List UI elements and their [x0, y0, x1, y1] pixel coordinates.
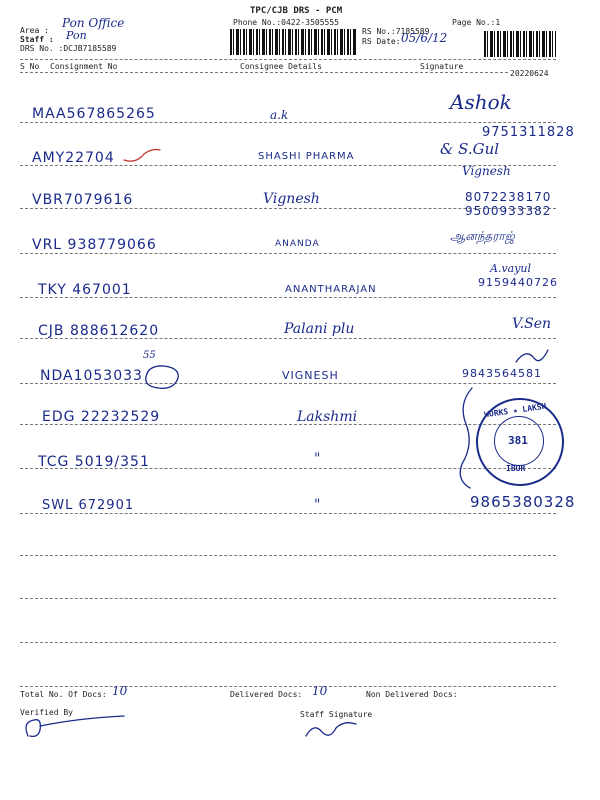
row-rule [20, 555, 556, 556]
barcode-main [230, 29, 356, 55]
consignee-name: SHASHI PHARMA [258, 151, 355, 162]
date-code: 20220624 [510, 69, 549, 78]
consignment-number: AMY22704 [32, 150, 115, 166]
signature-scribble [512, 344, 552, 368]
row-rule [20, 686, 556, 687]
consignee-name: a.k [270, 108, 289, 122]
consignment-number: MAA567865265 [32, 106, 156, 122]
signature: V.Sen [512, 316, 552, 332]
consignment-number: SWL 672901 [42, 498, 135, 513]
drs-number: DRS No. :DCJB7185589 [20, 44, 117, 53]
row-rule [20, 253, 556, 254]
row-rule [20, 642, 556, 643]
column-rule [20, 72, 508, 73]
row-rule [20, 122, 556, 123]
consignee-name: ANANTHARAJAN [285, 284, 377, 295]
rs-date-value: 05/6/12 [401, 31, 448, 45]
consignment-number: NDA1053033 [40, 368, 143, 384]
stamp-top-text: WORKS ★ LAKSH [483, 401, 547, 420]
staff-value: Pon [66, 29, 87, 42]
staff-signature-label: Staff Signature [300, 710, 373, 719]
area-label: Area : [20, 26, 49, 35]
receiver-phone: 8072238170 9500933382 [465, 190, 552, 218]
receiver-phone: 9865380328 [470, 493, 576, 511]
check-mark-icon [122, 146, 162, 166]
consignee-name: Lakshmi [297, 409, 358, 425]
consignee-name: Vignesh [263, 191, 320, 207]
row-rule [20, 598, 556, 599]
non-delivered-docs-label: Non Delivered Docs: [366, 690, 458, 699]
consignment-number: EDG 22232529 [42, 409, 161, 425]
barcode-page [484, 31, 556, 57]
staff-label: Staff : [20, 35, 54, 44]
staff-signature [300, 718, 360, 742]
phone-number: Phone No.:0422-3505555 [233, 18, 339, 27]
col-sno: S No [20, 62, 40, 71]
consignment-number: TCG 5019/351 [38, 454, 150, 470]
signature: ஆனந்தராஜ் [450, 229, 515, 243]
signature: Vignesh [462, 164, 511, 178]
consignee-name: VIGNESH [282, 369, 339, 382]
col-consignment: Consignment No [50, 62, 118, 71]
col-signature: Signature [420, 62, 464, 71]
verified-signature [20, 712, 130, 742]
consignment-number: VBR7079616 [32, 192, 134, 208]
delivered-docs-value: 10 [312, 684, 328, 698]
page-number: Page No.:1 [452, 18, 501, 27]
signature: & S.Gul [440, 140, 500, 158]
consignment-number: VRL 938779066 [32, 237, 157, 253]
col-consignee: Consignee Details [240, 62, 322, 71]
row-rule [20, 513, 556, 514]
consignee-name: " [314, 451, 321, 467]
circle-mark-icon [140, 362, 184, 392]
stamp-number: 381 [508, 434, 528, 447]
delivered-docs-label: Delivered Docs: [230, 690, 303, 699]
signature: Ashok [450, 90, 512, 114]
stamp-bottom-text: IBUR [506, 464, 526, 473]
rs-number: RS No.:7185589 [362, 27, 430, 36]
consignee-name: " [314, 497, 321, 513]
area-value: Pon Office [62, 16, 125, 30]
company-stamp [476, 398, 564, 486]
consignment-number: TKY 467001 [38, 282, 132, 298]
consignment-number: CJB 888612620 [38, 323, 160, 339]
total-docs-value: 10 [112, 684, 128, 698]
receiver-phone: 9843564581 [462, 367, 542, 380]
signature: A.vayul [490, 262, 532, 275]
consignee-name: Palani plu [284, 321, 355, 337]
rs-date-label: RS Date: [362, 37, 401, 46]
verified-by-label: Verified By [20, 708, 73, 717]
receiver-phone: 9159440726 [478, 276, 558, 289]
header-rule [20, 59, 556, 60]
receiver-phone: 9751311828 [482, 125, 575, 140]
count-annotation: 55 [143, 350, 156, 361]
document-title: TPC/CJB DRS - PCM [250, 6, 343, 16]
total-docs-label: Total No. Of Docs: [20, 690, 107, 699]
consignee-name: ANANDA [275, 239, 320, 249]
